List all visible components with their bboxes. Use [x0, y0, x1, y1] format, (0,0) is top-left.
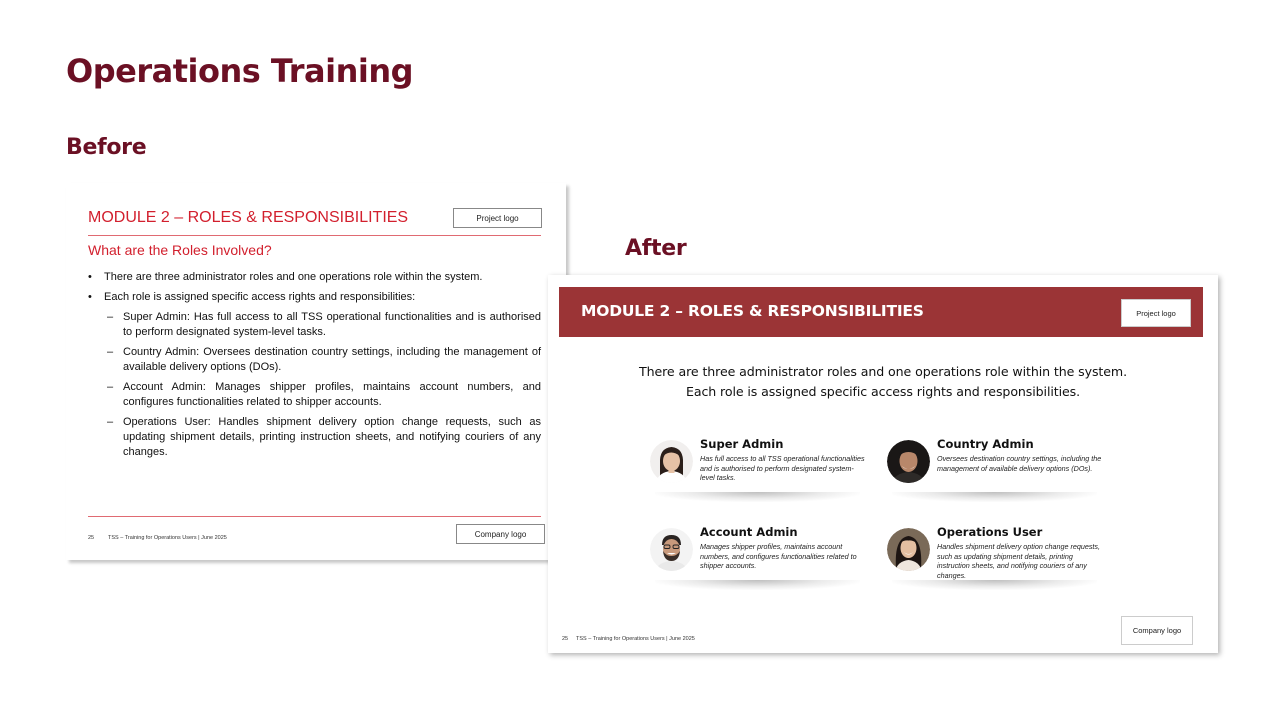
sub-bullet-item [88, 310, 541, 340]
card-shadow [655, 492, 860, 502]
dash-icon: – [107, 311, 114, 323]
role-card-operations-user [887, 525, 1107, 594]
sub-bullet-item [88, 345, 541, 375]
country-admin-avatar [887, 440, 930, 483]
bullet-dot-icon: • [88, 291, 92, 303]
before-module-title: MODULE 2 – ROLES & RESPONSIBILITIES [88, 209, 409, 226]
page-title: Operations Training [66, 52, 413, 90]
card-shadow [655, 580, 860, 590]
after-footer-text: TSS – Training for Operations Users | June 2025 [576, 636, 695, 642]
before-project-logo: Project logo [453, 208, 542, 228]
before-slide [66, 183, 566, 560]
account-admin-avatar [650, 528, 693, 571]
before-content [88, 270, 541, 465]
sub-bullet-text: Account Admin: Manages shipper profiles, maintains account numbers, and configures functionalities related to shipper accounts. [123, 381, 541, 408]
after-label: After [625, 236, 687, 261]
after-intro-line: Each role is assigned specific access rights and responsibilities. [685, 384, 1081, 399]
sub-bullet-text: Operations User: Handles shipment delivery option change requests, such as updating shipment details, printing instruction sheets, and notifying couriers of any changes. [123, 416, 541, 458]
after-intro-line: There are three administrator roles and one operations role within the system. [639, 364, 1127, 379]
role-description: Manages shipper profiles, maintains account numbers, and configures functionalities related to shipper accounts. [700, 542, 857, 570]
before-footer-text: TSS – Training for Operations Users | June 2025 [108, 535, 227, 541]
super-admin-avatar [650, 440, 693, 483]
operations-user-avatar [887, 528, 930, 571]
role-name: Country Admin [937, 437, 1034, 451]
dash-icon: – [107, 346, 114, 358]
after-header-banner [559, 287, 1203, 337]
after-page-number: 25 [562, 636, 569, 642]
after-project-logo: Project logo [1121, 299, 1191, 327]
before-bottom-divider [88, 516, 541, 517]
before-subtitle: What are the Roles Involved? [88, 242, 272, 258]
before-company-logo: Company logo [456, 524, 545, 544]
sub-bullet-text: Super Admin: Has full access to all TSS operational functionalities and is authorised to perform designated system-level tasks. [123, 311, 541, 338]
sub-bullet-item [88, 415, 541, 460]
role-card-account-admin [650, 525, 870, 594]
after-slide [548, 275, 1218, 653]
after-company-logo: Company logo [1121, 616, 1193, 645]
card-shadow [892, 580, 1097, 590]
after-module-title: MODULE 2 – ROLES & RESPONSIBILITIES [581, 302, 924, 320]
bullet-text: Each role is assigned specific access rights and responsibilities: [104, 291, 416, 303]
card-shadow [892, 492, 1097, 502]
role-name: Account Admin [700, 525, 798, 539]
before-page-number: 25 [88, 535, 95, 541]
sub-bullet-item [88, 380, 541, 410]
role-description: Handles shipment delivery option change requests, such as updating shipment details, printing instruction sheets, and notifying couriers of any changes. [937, 542, 1101, 580]
bullet-text: There are three administrator roles and one operations role within the system. [104, 271, 483, 283]
role-name: Super Admin [700, 437, 784, 451]
role-card-country-admin [887, 437, 1107, 506]
before-top-divider [88, 235, 541, 236]
role-description: Has full access to all TSS operational functionalities and is authorised to perform designated system-level tasks. [700, 454, 865, 482]
sub-bullet-text: Country Admin: Oversees destination country settings, including the management of available delivery options (DOs). [123, 346, 541, 373]
role-card-super-admin [650, 437, 870, 506]
bullet-dot-icon: • [88, 271, 92, 283]
bullet-item [88, 290, 541, 305]
before-label: Before [66, 135, 147, 160]
after-intro [548, 362, 1218, 402]
role-name: Operations User [937, 525, 1043, 539]
dash-icon: – [107, 381, 114, 393]
bullet-item [88, 270, 541, 285]
role-description: Oversees destination country settings, including the management of available delivery options (DOs). [937, 454, 1102, 473]
dash-icon: – [107, 416, 114, 428]
